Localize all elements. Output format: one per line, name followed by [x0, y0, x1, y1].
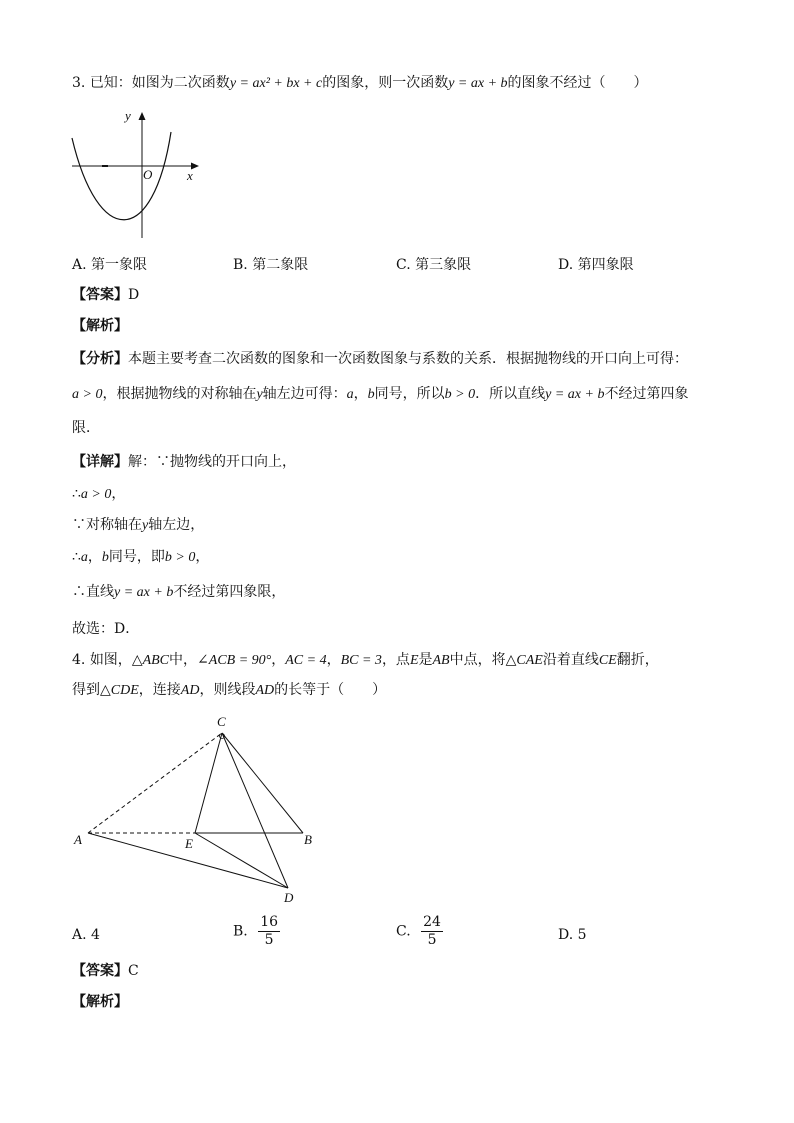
math: b — [101, 550, 109, 565]
text: ， — [326, 652, 341, 668]
math: a > 0 — [72, 387, 103, 402]
text: ，则线段 — [199, 682, 256, 698]
text: 同号，所以 — [374, 386, 445, 402]
text: ，连接 — [138, 682, 181, 698]
text: 翻折， — [616, 652, 659, 668]
option-label: C. — [396, 923, 411, 940]
numerator: 24 — [423, 914, 441, 930]
text: ∴ — [72, 486, 81, 502]
text: ， — [87, 549, 102, 565]
text: 不经过第四象限， — [173, 584, 286, 600]
segment-cb — [222, 733, 303, 833]
option-label: B. — [233, 923, 248, 940]
q3-option-d: D. 第四象限 — [558, 257, 634, 273]
point-b-label: B — [304, 832, 312, 847]
text: 是 — [418, 652, 433, 668]
answer-tag: 【答案】 — [72, 287, 128, 303]
q4-option-c — [396, 914, 443, 949]
math: y — [142, 518, 149, 533]
q4-answer — [72, 962, 139, 980]
math: a — [346, 387, 354, 402]
q3-linear-function: y = ax + b — [448, 76, 508, 91]
text: 同号，即 — [108, 549, 165, 565]
math: BC = 3 — [340, 653, 382, 668]
q4-option-d: D. 5 — [558, 927, 587, 943]
text: 沿着直线 — [542, 652, 599, 668]
q3-option-a: A. 第一象限 — [72, 257, 148, 273]
denominator: 5 — [264, 932, 274, 948]
detail-tag: 【详解】 — [72, 454, 128, 470]
q3-stem-text: 已知：如图为二次函数 — [89, 75, 230, 91]
math: △CAE — [505, 653, 543, 668]
text: ，点 — [381, 652, 410, 668]
math: E — [409, 653, 419, 668]
point-d-label: D — [284, 890, 294, 905]
denominator: 5 — [427, 932, 437, 948]
question-number: 4. — [72, 652, 86, 668]
text: 的长等于（ ） — [274, 682, 387, 698]
fenxi-text: 本题主要考查二次函数的图象和一次函数图象与系数的关系．根据抛物线的开口向上可得： — [128, 351, 688, 367]
q3-option-c: C. 第三象限 — [396, 257, 472, 273]
math: AD — [255, 683, 275, 698]
q3-stem-text: 的图象不经过（ ） — [507, 75, 648, 91]
q3-analysis-tag: 【解析】 — [72, 318, 128, 334]
numerator: 16 — [260, 914, 279, 930]
point-e-label: E — [185, 836, 193, 851]
text: ， — [353, 386, 368, 402]
detail-text: 解：∵抛物线的开口向上， — [128, 454, 296, 470]
text: ， — [195, 549, 210, 565]
math: b > 0 — [164, 550, 196, 565]
q4-analysis-tag: 【解析】 — [72, 994, 128, 1010]
segment-ac — [88, 733, 222, 833]
math: y = ax + b — [114, 585, 174, 600]
q3-detail-line6: 故选：D． — [72, 621, 140, 637]
q3-option-b: B. 第二象限 — [233, 257, 309, 273]
y-axis-label: y — [125, 108, 131, 123]
text: 如图， — [89, 652, 132, 668]
fraction — [421, 914, 443, 949]
point-a-label: A — [74, 832, 82, 847]
text: 得到 — [72, 682, 100, 698]
x-axis-label: x — [187, 168, 193, 183]
q4-option-a: A. 4 — [72, 927, 100, 943]
math: a — [80, 550, 88, 565]
segment-ed — [195, 833, 288, 888]
text: ∴直线 — [72, 584, 114, 600]
point-c-label: C — [217, 714, 226, 729]
math: ∠ACB = 90° — [197, 653, 272, 668]
math: AC = 4 — [285, 653, 327, 668]
text: 中点，将 — [449, 652, 506, 668]
q3-stem-text: 的图象，则一次函数 — [322, 75, 449, 91]
segment-ce — [195, 733, 222, 833]
answer-value: D — [128, 287, 140, 303]
fraction — [258, 914, 280, 949]
math: △ABC — [131, 653, 170, 668]
text: 不经过第四象 — [604, 386, 689, 402]
fenxi-tag: 【分析】 — [72, 351, 128, 367]
math: a > 0 — [80, 487, 112, 502]
math: △CDE — [100, 683, 139, 698]
origin-label: O — [143, 167, 153, 182]
answer-value: C — [128, 963, 139, 979]
text: 轴左边， — [148, 517, 205, 533]
q3-quadratic-function: y = ax² + bx + c — [229, 76, 323, 91]
text: ， — [111, 486, 126, 502]
q4-option-b — [233, 914, 280, 949]
answer-tag: 【答案】 — [72, 963, 128, 979]
text: ．所以直线 — [475, 386, 546, 402]
math: CE — [598, 653, 617, 668]
text: ， — [271, 652, 286, 668]
math: y = ax + b — [545, 387, 605, 402]
math: b — [367, 387, 375, 402]
text: ∵对称轴在 — [72, 517, 142, 533]
math: AD — [180, 683, 200, 698]
text: 中， — [169, 652, 198, 668]
text: ∴ — [72, 549, 81, 565]
text: 轴左边可得： — [262, 386, 347, 402]
math: y — [256, 387, 263, 402]
q3-fenxi-line3: 限． — [72, 420, 100, 436]
question-number: 3. — [72, 75, 86, 91]
segment-cd — [222, 733, 288, 888]
math: b > 0 — [444, 387, 476, 402]
math: AB — [432, 653, 450, 668]
text: ，根据抛物线的对称轴在 — [102, 386, 257, 402]
